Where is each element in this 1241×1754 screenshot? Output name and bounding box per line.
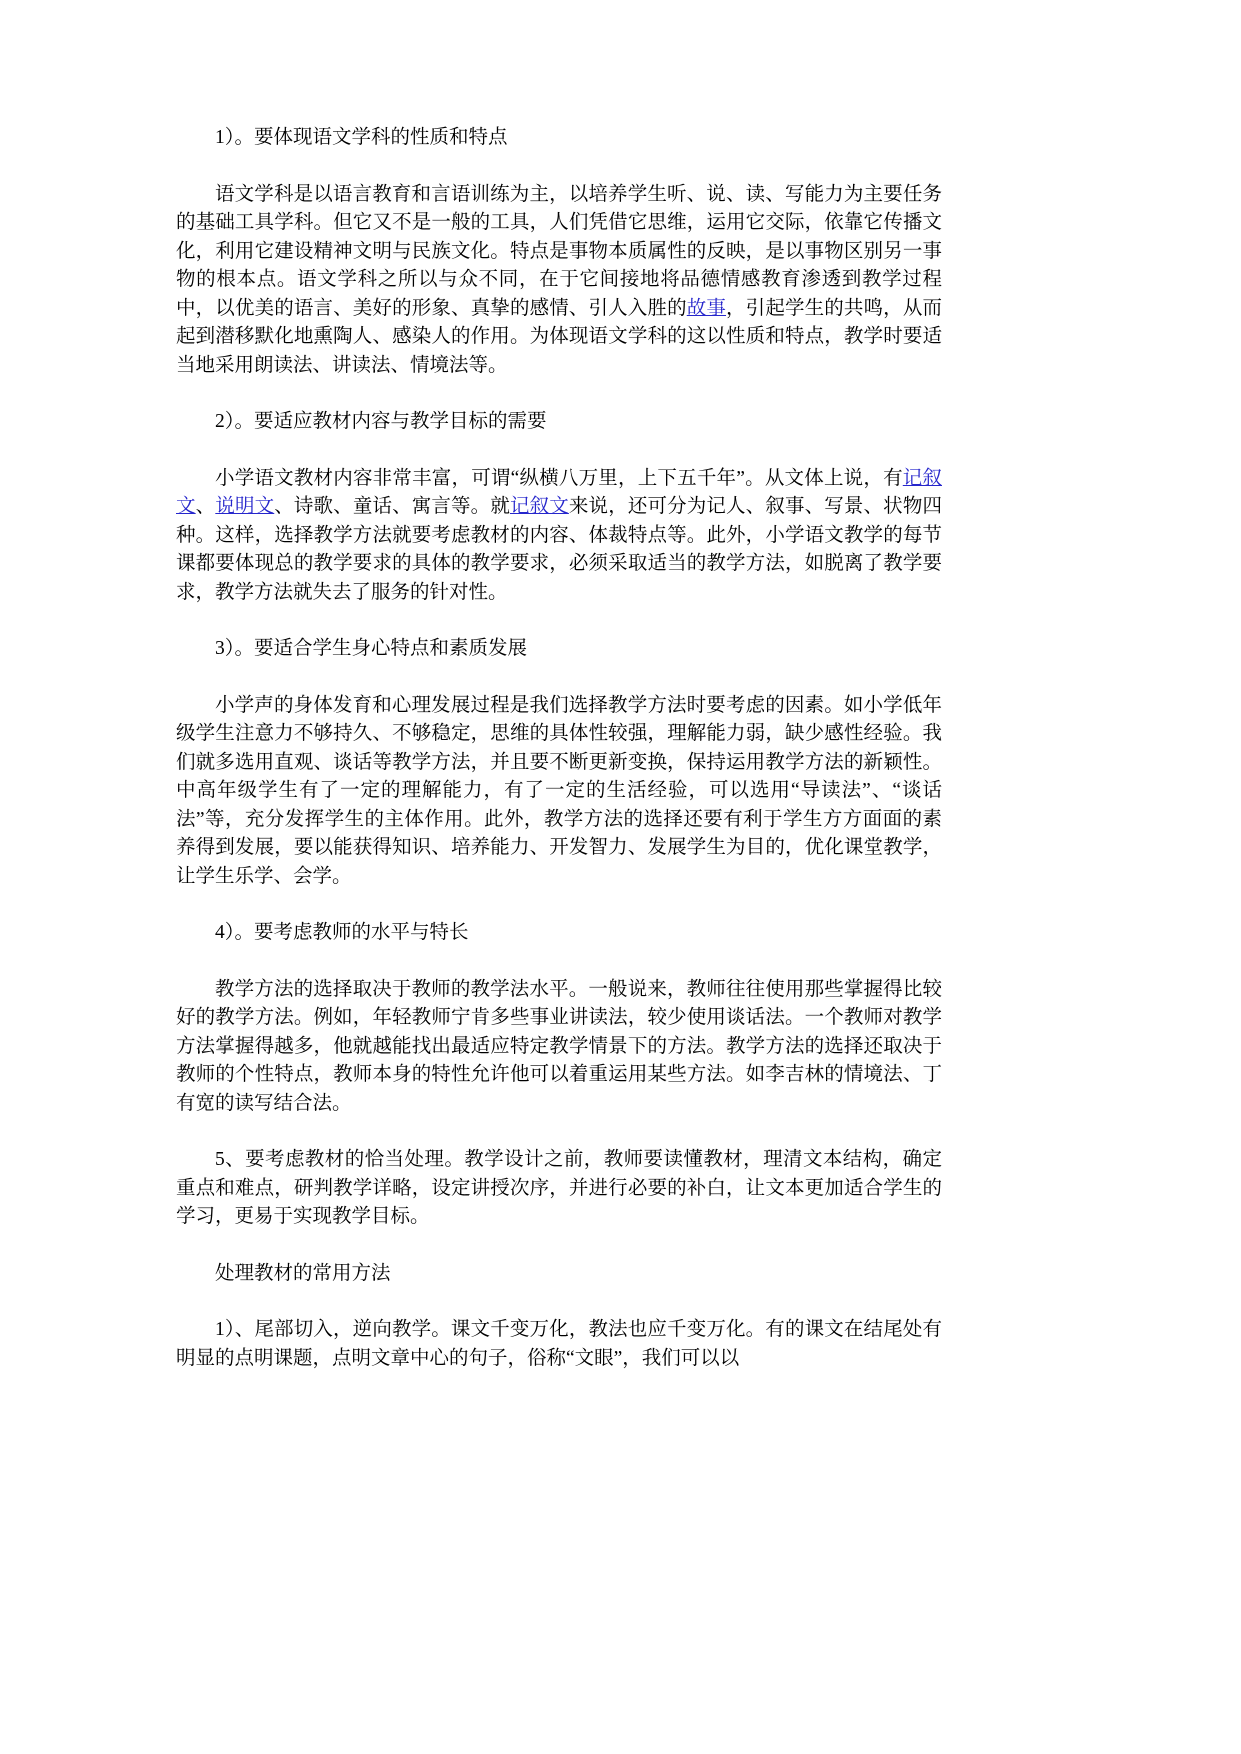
paragraph (176, 692, 942, 892)
hyperlink[interactable]: 记叙文 (176, 467, 942, 517)
paragraph (176, 181, 942, 381)
hyperlink[interactable]: 记叙文 (509, 496, 569, 517)
paragraph (176, 976, 942, 1119)
text-run: 1）。要体现语文学科的性质和特点 (215, 127, 508, 148)
text-run: 小学声的身体发育和心理发展过程是我们选择教学方法时要考虑的因素。如小学低年级学生注意力不够持久、不够稳定，思维的具体性较强，理解能力弱，缺少感性经验。我们就多选用直观、谈话等教学方法，并且要不断更新变换，保持运用教学方法的新颖性。中高年级学生有了一定的理解能力，有了一定的生活经验，可以选用“导读法”、“谈话法”等，充分发挥学生的主体作用。此外，教学方法的选择还要有利于学生方方面面的素养得到发展，要以能获得知识、培养能力、开发智力、发展学生为目的，优化课堂教学，让学生乐学、会学。 (176, 694, 942, 887)
section-heading (176, 124, 942, 153)
text-run: 1）、尾部切入，逆向教学。课文千变万化，教法也应千变万化。有的课文在结尾处有明显的点明课题，点明文章中心的句子，俗称“文眼”，我们可以以 (176, 1319, 942, 1369)
paragraph (176, 465, 942, 608)
text-run: 教学方法的选择取决于教师的教学法水平。一般说来，教师往往使用那些掌握得比较好的教学方法。例如，年轻教师宁肯多些事业讲读法，较少使用谈话法。一个教师对教学方法掌握得越多，他就越能找出最适应特定教学情景下的方法。教学方法的选择还取决于教师的个性特点，教师本身的特性允许他可以着重运用某些方法。如李吉林的情境法、丁有宽的读写结合法。 (176, 978, 942, 1114)
text-run: 3）。要适合学生身心特点和素质发展 (215, 638, 528, 659)
hyperlink[interactable]: 说明文 (215, 496, 275, 517)
text-run: 、诗歌、童话、寓言等。就 (274, 496, 510, 517)
hyperlink[interactable]: 故事 (686, 297, 727, 319)
text-run: 4）。要考虑教师的水平与特长 (215, 922, 469, 943)
section-heading (176, 919, 942, 948)
document-content (176, 124, 942, 1373)
text-run: 处理教材的常用方法 (215, 1262, 391, 1284)
section-heading (176, 408, 942, 437)
text-run: 、 (195, 496, 216, 517)
text-run: 2）。要适应教材内容与教学目标的需要 (215, 411, 547, 432)
text-run: 来说，还可分为记人、叙事、写景、状物四种。这样，选择教学方法就要考虑教材的内容、体裁特点等。此外，小学语文教学的每节课都要体现总的教学要求的具体的教学要求，必须采取适当的教学方法，如脱离了教学要求，教学方法就失去了服务的针对性。 (176, 496, 942, 603)
text-run: ，引起学生的共鸣，从而起到潜移默化地熏陶人、感染人的作用。为体现语文学科的这以性质和特点，教学时要适当地采用朗读法、讲读法、情境法等。 (176, 297, 942, 376)
text-run: 小学语文教材内容非常丰富，可谓“纵横八万里，上下五千年”。从文体上说，有 (215, 467, 903, 489)
text-run: 5、要考虑教材的恰当处理。教学设计之前，教师要读懂教材，理清文本结构，确定重点和难点，研判教学详略，设定讲授次序，并进行必要的补白，让文本更加适合学生的学习，更易于实现教学目标。 (176, 1149, 942, 1227)
text-run: 语文学科是以语言教育和言语训练为主，以培养学生听、说、读、写能力为主要任务的基础工具学科。但它又不是一般的工具，人们凭借它思维，运用它交际，依靠它传播文化，利用它建设精神文明与民族文化。特点是事物本质属性的反映，是以事物区别另一事物的根本点。语文学科之所以与众不同，在于它间接地将品德情感教育渗透到教学过程中，以优美的语言、美好的形象、真挚的感情、引人入胜的 (176, 183, 942, 319)
paragraph (176, 1146, 942, 1232)
paragraph (176, 1316, 942, 1373)
section-heading (176, 635, 942, 664)
section-heading (176, 1260, 942, 1289)
